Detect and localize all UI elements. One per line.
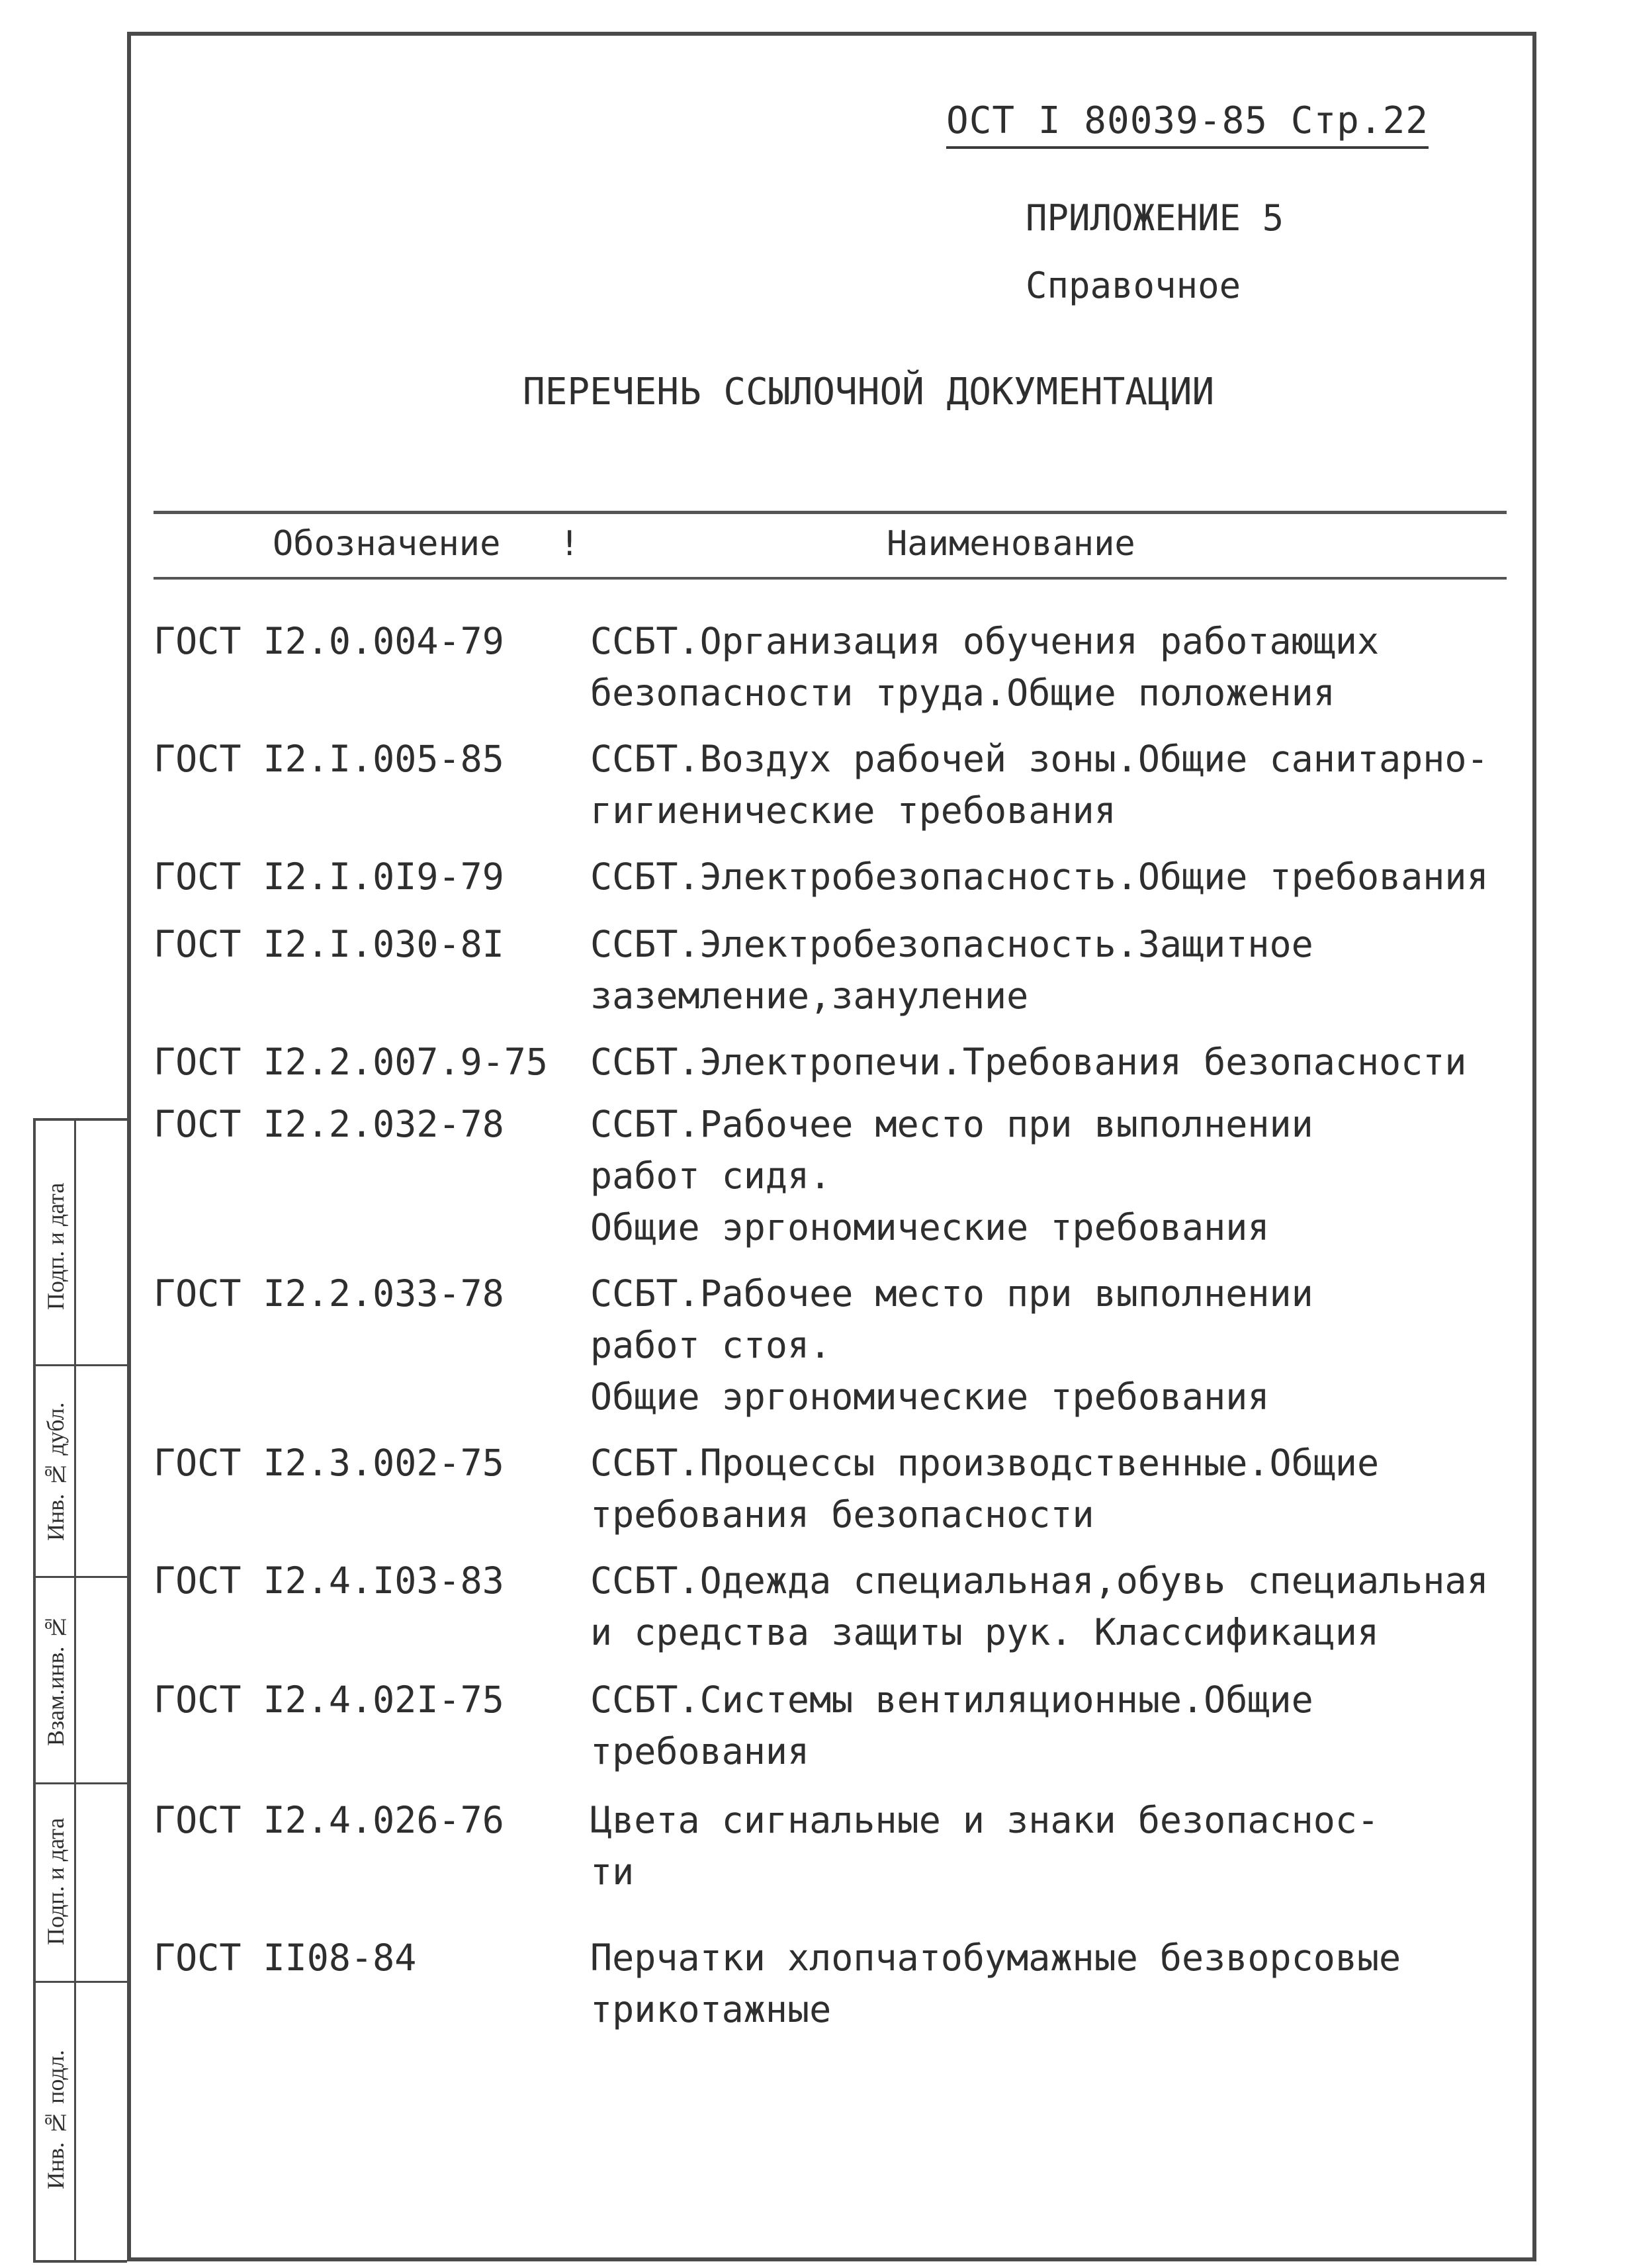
stamp-divider <box>36 1782 130 1784</box>
column-header-separator: ! <box>559 524 580 564</box>
stamp-field-dup-inv: Инв. № дубл. <box>42 1402 69 1541</box>
row-name: ССБТ.Электробезопасность.Защитное заземление,зануление <box>590 923 1313 1017</box>
row-name: Цвета сигнальные и знаки безопаснос- ти <box>590 1799 1380 1893</box>
row-designation: ГОСТ I2.I.005-85 <box>154 738 504 780</box>
stamp-field-sign-date: Подп. и дата <box>42 1182 69 1311</box>
row-name: ССБТ.Электробезопасность.Общие требования <box>590 855 1489 898</box>
table-header-rule <box>154 577 1507 580</box>
row-designation: ГОСТ I2.I.0I9-79 <box>154 855 504 898</box>
row-designation: ГОСТ I2.4.02I-75 <box>154 1679 504 1721</box>
stamp-divider <box>36 1576 130 1578</box>
row-designation: ГОСТ I2.4.I03-83 <box>154 1559 504 1602</box>
appendix-type: Справочное <box>1026 265 1241 306</box>
row-designation: ГОСТ I2.2.032-78 <box>154 1103 504 1145</box>
row-name: ССБТ.Электропечи.Требования безопасности <box>590 1041 1467 1083</box>
stamp-divider <box>74 1121 76 2260</box>
page-title: ПЕРЕЧЕНЬ ССЫЛОЧНОЙ ДОКУМЕНТАЦИИ <box>523 371 1215 414</box>
row-designation: ГОСТ I2.3.002-75 <box>154 1442 504 1484</box>
row-name: ССБТ.Системы вентиляционные.Общие требования <box>590 1679 1313 1772</box>
stamp-divider <box>36 1364 130 1366</box>
row-name: ССБТ.Рабочее место при выполнении работ сидя. Общие эргономические требования <box>590 1103 1313 1248</box>
document-code: ОСТ I 80039-85 Стр.22 <box>946 99 1429 149</box>
row-designation: ГОСТ I2.4.026-76 <box>154 1799 504 1841</box>
row-name: Перчатки хлопчатобумажные безворсовые трикотажные <box>590 1937 1401 2030</box>
row-designation: ГОСТ I2.2.007.9-75 <box>154 1041 549 1083</box>
stamp-field-orig-inv: Инв. № подл. <box>42 2050 69 2190</box>
column-header-designation: Обозначение <box>273 524 501 564</box>
stamp-field-replace-inv: Взам.инв. № <box>42 1614 69 1746</box>
appendix-label: ПРИЛОЖЕНИЕ 5 <box>1026 197 1284 239</box>
row-name: ССБТ.Одежда специальная,обувь специальная и средства защиты рук. Классификация <box>590 1559 1489 1653</box>
stamp-divider <box>36 1981 130 1983</box>
row-designation: ГОСТ I2.0.004-79 <box>154 620 504 662</box>
row-name: ССБТ.Рабочее место при выполнении работ стоя. Общие эргономические требования <box>590 1272 1313 1418</box>
row-name: ССБТ.Воздух рабочей зоны.Общие санитарно- гигиенические требования <box>590 738 1489 832</box>
row-name: ССБТ.Организация обучения работающих безопасности труда.Общие положения <box>590 620 1380 714</box>
row-designation: ГОСТ I2.I.030-8I <box>154 923 504 965</box>
column-header-name: Наименование <box>887 524 1135 564</box>
table-top-rule <box>154 511 1507 514</box>
row-name: ССБТ.Процессы производственные.Общие требования безопасности <box>590 1442 1380 1536</box>
stamp-field-sign-date-2: Подп. и дата <box>42 1817 69 1946</box>
margin-stamp <box>33 1118 127 2263</box>
row-designation: ГОСТ II08-84 <box>154 1937 417 1979</box>
row-designation: ГОСТ I2.2.033-78 <box>154 1272 504 1315</box>
